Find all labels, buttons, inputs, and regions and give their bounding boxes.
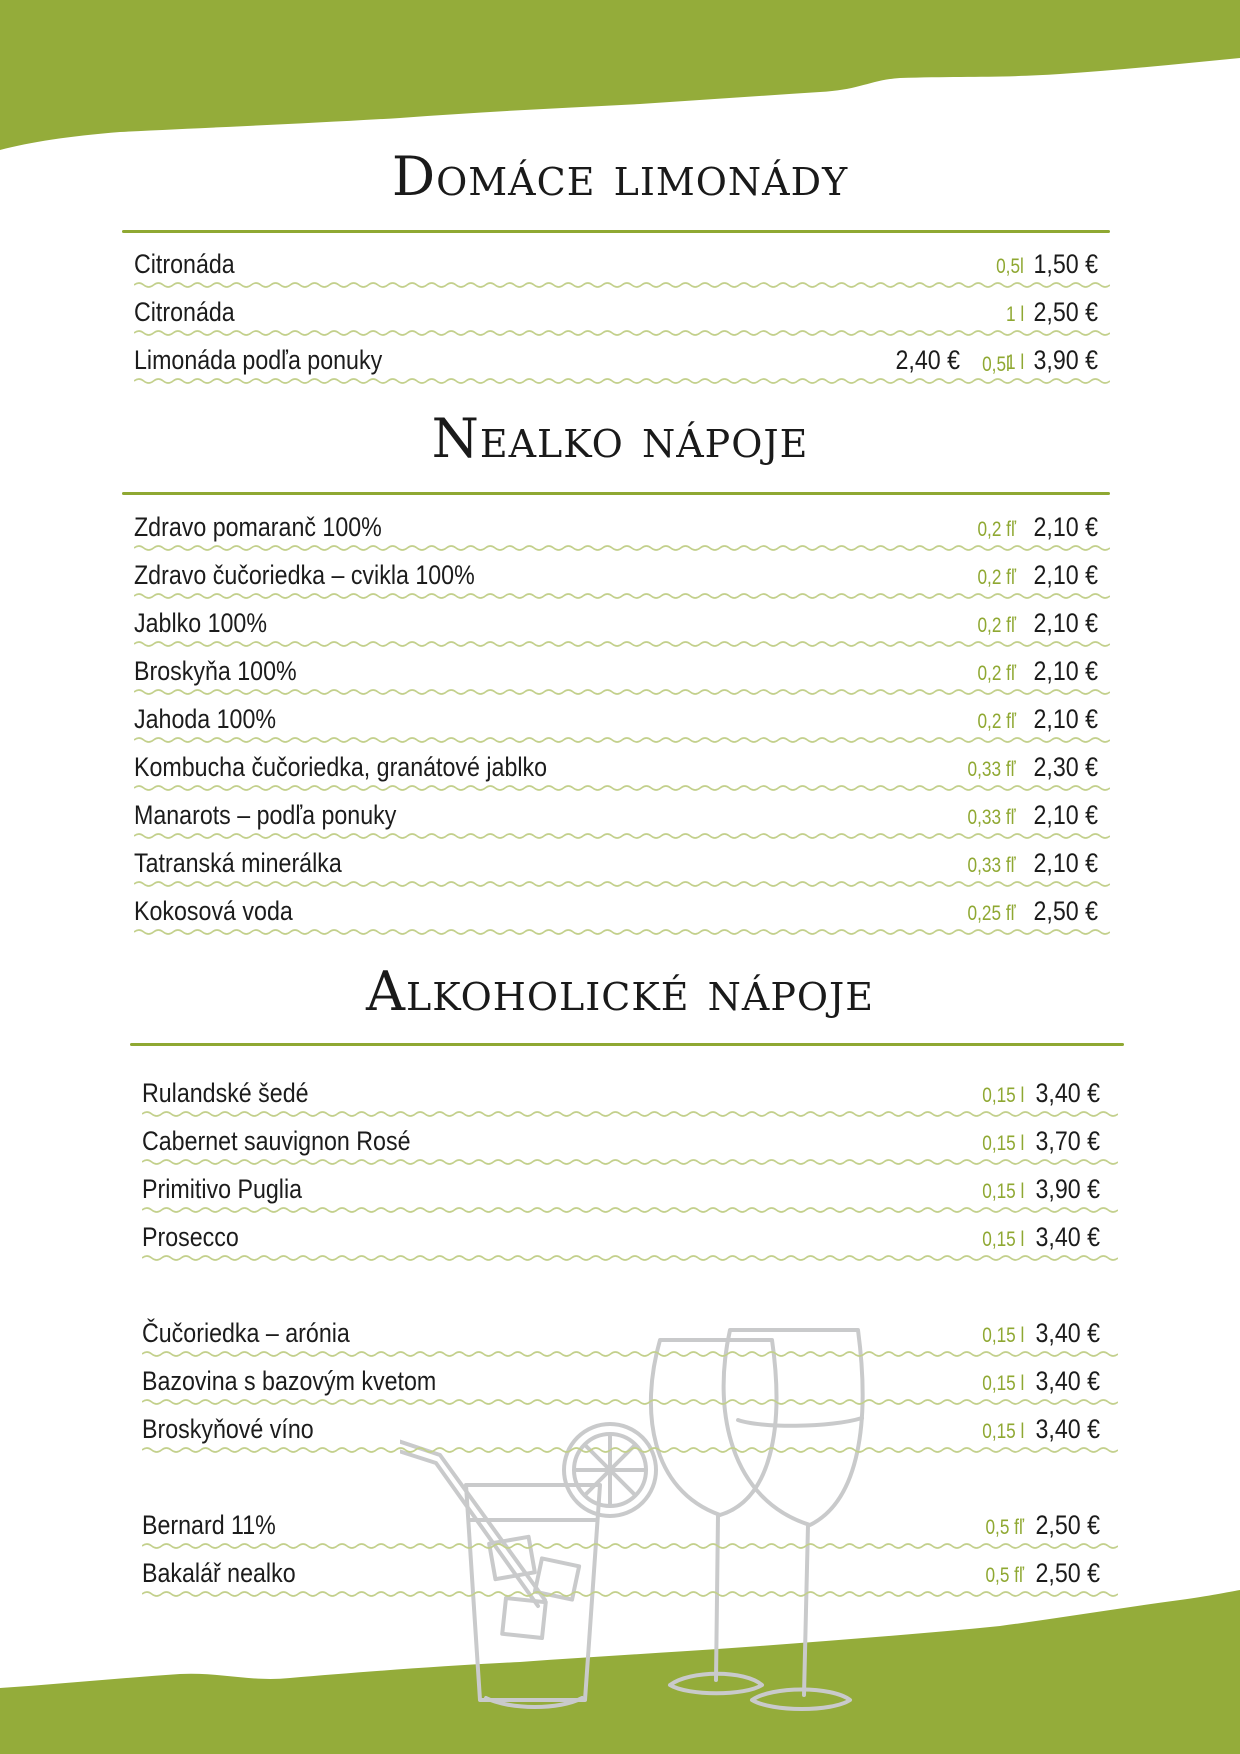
wavy-divider — [142, 1398, 1118, 1406]
menu-item — [134, 600, 1110, 648]
menu-item — [142, 1310, 1118, 1358]
item-name: Primitivo Puglia — [142, 1174, 303, 1204]
item-name: Bernard 11% — [142, 1510, 276, 1540]
wavy-divider — [142, 1590, 1118, 1598]
item-volume: 0,15 l — [981, 1324, 1024, 1347]
wavy-divider — [134, 640, 1110, 648]
wavy-divider — [134, 832, 1110, 840]
item-volume-small: 0,5l — [982, 353, 1010, 376]
item-name: Tatranská minerálka — [134, 848, 342, 878]
wavy-divider — [142, 1350, 1118, 1358]
wavy-divider — [134, 544, 1110, 552]
wavy-divider — [142, 1158, 1118, 1166]
item-price: 1,50 € — [1033, 249, 1098, 279]
wavy-divider — [142, 1542, 1118, 1550]
item-price: 3,40 € — [1035, 1414, 1100, 1444]
top-green-band — [0, 0, 1240, 160]
item-name: Jahoda 100% — [134, 704, 277, 734]
wavy-divider — [142, 1206, 1118, 1214]
menu-item — [142, 1502, 1118, 1550]
menu-item — [142, 1166, 1118, 1214]
item-volume: 0,2 fľ — [977, 518, 1016, 541]
item-volume: 0,25 fľ — [967, 902, 1016, 925]
item-price: 3,40 € — [1035, 1222, 1100, 1252]
menu-item — [134, 337, 1110, 385]
wavy-divider — [134, 281, 1110, 289]
item-name: Čučoriedka – arónia — [142, 1318, 350, 1348]
item-name: Citronáda — [134, 249, 235, 279]
item-price: 2,10 € — [1033, 704, 1098, 734]
item-name: Broskyňové víno — [142, 1414, 314, 1444]
section-title-nealko: Nealko nápoje — [431, 407, 809, 470]
menu-item — [142, 1358, 1118, 1406]
wavy-divider — [134, 377, 1110, 385]
wavy-divider — [142, 1110, 1118, 1118]
item-volume: 0,15 l — [981, 1228, 1024, 1251]
item-volume: 0,5l — [996, 255, 1024, 278]
item-price: 2,10 € — [1033, 848, 1098, 878]
item-price: 3,90 € — [1033, 345, 1098, 375]
item-price: 3,40 € — [1035, 1366, 1100, 1396]
wavy-divider — [142, 1446, 1118, 1454]
menu-item — [134, 289, 1110, 337]
item-volume: 0,15 l — [981, 1084, 1024, 1107]
wavy-divider — [142, 1254, 1118, 1262]
menu-item — [134, 888, 1110, 936]
menu-item — [142, 1406, 1118, 1454]
item-price: 2,10 € — [1033, 800, 1098, 830]
item-name: Prosecco — [142, 1222, 239, 1252]
item-price: 2,10 € — [1033, 560, 1098, 590]
item-price: 2,50 € — [1035, 1510, 1100, 1540]
item-name: Jablko 100% — [134, 608, 267, 638]
item-name: Kokosová voda — [134, 896, 293, 926]
menu-item — [134, 840, 1110, 888]
item-name: Cabernet sauvignon Rosé — [142, 1126, 411, 1156]
wavy-divider — [134, 928, 1110, 936]
section-divider — [122, 230, 1110, 233]
item-volume: 0,15 l — [981, 1132, 1024, 1155]
item-price: 2,10 € — [1033, 608, 1098, 638]
section-divider — [122, 492, 1110, 495]
item-price: 2,30 € — [1033, 752, 1098, 782]
menu-item — [142, 1550, 1118, 1598]
item-name: Manarots – podľa ponuky — [134, 800, 397, 830]
item-name: Kombucha čučoriedka, granátové jablko — [134, 752, 548, 782]
menu-item — [134, 792, 1110, 840]
item-price: 2,50 € — [1033, 896, 1098, 926]
menu-item — [134, 648, 1110, 696]
item-name: Bakalář nealko — [142, 1558, 296, 1588]
menu-item — [134, 504, 1110, 552]
wavy-divider — [134, 880, 1110, 888]
item-name: Rulandské šedé — [142, 1078, 309, 1108]
section-divider — [130, 1043, 1124, 1046]
item-name: Limonáda podľa ponuky — [134, 345, 383, 375]
wavy-divider — [134, 784, 1110, 792]
wavy-divider — [134, 592, 1110, 600]
item-price: 3,70 € — [1035, 1126, 1100, 1156]
menu-item — [134, 552, 1110, 600]
item-volume: 1 l — [1005, 303, 1024, 326]
item-name: Zdravo čučoriedka – cvikla 100% — [134, 560, 475, 590]
item-price: 3,40 € — [1035, 1318, 1100, 1348]
menu-item — [134, 241, 1110, 289]
item-volume: 0,2 fľ — [977, 566, 1016, 589]
item-price: 2,10 € — [1033, 512, 1098, 542]
item-volume: 0,33 fľ — [967, 758, 1016, 781]
section-title-alkoholicke: Alkoholické nápoje — [365, 960, 875, 1023]
item-volume: 0,15 l — [981, 1372, 1024, 1395]
item-name: Bazovina s bazovým kvetom — [142, 1366, 437, 1396]
item-volume: 0,2 fľ — [977, 710, 1016, 733]
item-name: Broskyňa 100% — [134, 656, 297, 686]
item-volume: 1 l — [1005, 351, 1024, 374]
item-volume: 0,2 fľ — [977, 662, 1016, 685]
menu-item — [142, 1070, 1118, 1118]
wavy-divider — [134, 329, 1110, 337]
section-title-limonady: Domáce limonády — [391, 145, 849, 208]
wavy-divider — [134, 688, 1110, 696]
item-price: 3,90 € — [1035, 1174, 1100, 1204]
item-name: Citronáda — [134, 297, 235, 327]
item-volume: 0,15 l — [981, 1180, 1024, 1203]
item-volume: 0,33 fľ — [967, 854, 1016, 877]
menu-item — [134, 744, 1110, 792]
item-volume: 0,33 fľ — [967, 806, 1016, 829]
item-volume: 0,5 fľ — [985, 1516, 1024, 1539]
item-price: 2,50 € — [1033, 297, 1098, 327]
wavy-divider — [134, 736, 1110, 744]
item-volume: 0,15 l — [981, 1420, 1024, 1443]
menu-item — [134, 696, 1110, 744]
item-price: 2,50 € — [1035, 1558, 1100, 1588]
item-volume: 0,2 fľ — [977, 614, 1016, 637]
item-name: Zdravo pomaranč 100% — [134, 512, 382, 542]
item-price: 2,10 € — [1033, 656, 1098, 686]
item-price: 3,40 € — [1035, 1078, 1100, 1108]
item-volume: 0,5 fľ — [985, 1564, 1024, 1587]
item-price-small: 2,40 € — [895, 345, 960, 375]
menu-item — [142, 1214, 1118, 1262]
menu-item — [142, 1118, 1118, 1166]
